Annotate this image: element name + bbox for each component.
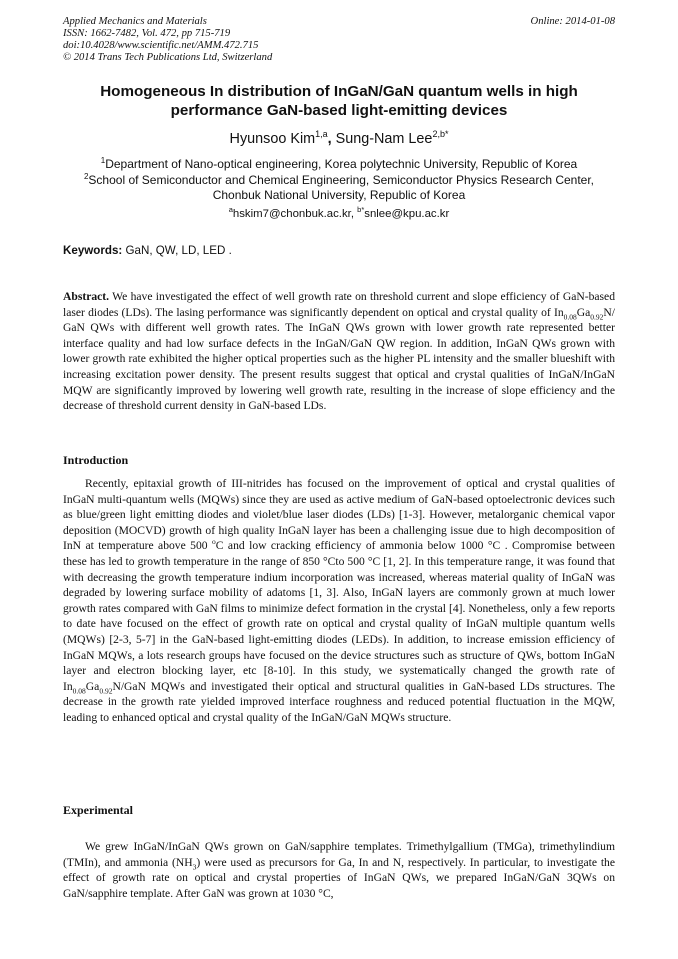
keywords-text: GaN, QW, LD, LED . bbox=[122, 244, 232, 257]
introduction-paragraph bbox=[63, 476, 615, 726]
author-affil-mark: 2,b* bbox=[432, 129, 449, 139]
abstract-text: Ga bbox=[576, 305, 591, 319]
doi-line: doi:10.4028/www.scientific.net/AMM.472.715 bbox=[63, 40, 259, 51]
author-name: Sung-Nam Lee bbox=[335, 131, 433, 147]
body-text: Recently, epitaxial growth of III-nitrides has focused on the improvement of optical and crystal qualities of InGaN multi-quantum wells (MQWs) since they are used as active medium of GaN-based optoelectronic devices such as blue/green light emitting diodes and violet/blue laser diodes (LDs) [1-3]. However, metalorganic chemical vapor deposition (MOCVD) growth of high quality InGaN layer has been a challenging issue due to high decomposition of InN at temperature above 500 bbox=[63, 477, 615, 553]
subscript: 0.92 bbox=[99, 686, 113, 696]
body-text: ) were used as precursors for Ga, In and N, respectively. In particular, to investigate the effect of growth rate on optical and crystal properties of InGaN QWs, we prepared InGaN/GaN 3QWs on GaN/sapphire template. After GaN was grown at 1030 °C, bbox=[63, 855, 616, 900]
affiliation-2-cont: Chonbuk National University, Republic of Korea bbox=[212, 188, 466, 202]
superscript: o bbox=[212, 537, 216, 547]
body-text: C and low cracking efficiency of ammonia below 1000 °C . Compromise between these has led to growth temperature in the range of 850 °Cto 500 °C [1, 2]. In this temperature range, it was found that with decreasing the growth temperature indium incorporation was increased, whereas material quality of InGaN was degraded by lowering surface mobility of adatoms [1, 3]. Also, InGaN layers are commonly grown at much lower growth rates compared with GaN films to minimize defect formation in the crystal [4]. Nonetheless, only a few reports to date have focused on the effect of growth rate on optical and crystal quality of InGaN multiple quantum wells (MQWs) [2-3, 5-7] in the GaN-based light-emitting diodes (LEDs). In addition, to increase emission efficiency of InGaN MQWs, a lots research groups have focused on the device structures such as structure of QWs, bottom InGaN layer and electron blocking layer, etc [8-10]. In this study, we systematically changed the growth rate of In bbox=[63, 539, 615, 693]
affiliations bbox=[63, 157, 615, 204]
email-link[interactable]: hskim7@chonbuk.ac.kr, bbox=[232, 208, 358, 220]
subscript: 0.08 bbox=[563, 311, 577, 321]
subscript: 3 bbox=[192, 861, 197, 871]
abstract-text: N/ GaN QWs with different well growth rates. The InGaN QWs grown with lower growth rate represented better interface quality and had low surface defects in the InGaN/GaN QW region. In addition, InGaN QWs grown with lower growth rate exhibited the higher optical properties such as the higher PL intensity and the smaller blueshift with increasing excitation power density. The present results suggest that optical and crystal qualities of InGaN/InGaN MQW are significantly improved by lowering well growth rate, resulting in the increase of slope efficiency and the decrease of threshold current density in GaN-based LDs. bbox=[63, 305, 615, 413]
affiliation-2 bbox=[63, 173, 615, 189]
subscript: 0.08 bbox=[72, 686, 86, 696]
affil-mark: 1 bbox=[100, 156, 106, 165]
body-text: Ga bbox=[85, 679, 100, 693]
author-separator: , bbox=[327, 131, 336, 147]
email-mark: a bbox=[228, 205, 233, 214]
email-mark: b* bbox=[357, 205, 365, 214]
body-text: N/GaN MQWs and investigated their optical and structural qualities in GaN-based LDs structures. The decrease in the growth rate yielded improved interface roughness and reduced potential fluctuation in the MQW, leading to enhanced optical and crystal quality of the InGaN/GaN MQWs structure. bbox=[63, 679, 615, 724]
issn-line: ISSN: 1662-7482, Vol. 472, pp 715-719 bbox=[63, 28, 231, 39]
section-heading-introduction: Introduction bbox=[63, 453, 129, 467]
affil-mark: 2 bbox=[83, 171, 89, 181]
affiliation-1 bbox=[63, 157, 615, 173]
paper-title: Homogeneous In distribution of InGaN/GaN quantum wells in high performance GaN-based light-emitting devices bbox=[100, 83, 578, 119]
author-name: Hyunsoo Kim bbox=[229, 131, 316, 147]
author-emails bbox=[63, 207, 615, 222]
keywords-label: Keywords: bbox=[63, 244, 123, 257]
keywords bbox=[63, 243, 615, 258]
affil-text: Department of Nano-optical engineering, Korea polytechnic University, Republic of Korea bbox=[105, 157, 578, 171]
section-heading-experimental: Experimental bbox=[63, 803, 133, 817]
author-affil-mark: 1,a bbox=[315, 129, 328, 139]
subscript: 0.92 bbox=[590, 311, 604, 321]
online-date: Online: 2014-01-08 bbox=[530, 16, 615, 27]
journal-name: Applied Mechanics and Materials bbox=[63, 16, 207, 27]
abstract-label: Abstract. bbox=[63, 290, 110, 303]
abstract-text: We have investigated the effect of well growth rate on threshold current and slope efficiency of GaN-based laser diodes (LDs). The lasing performance was significantly dependent on optical and crystal quality of In bbox=[63, 290, 615, 319]
affil-text: School of Semiconductor and Chemical Engineering, Semiconductor Physics Research Center, bbox=[88, 172, 595, 187]
email-link[interactable]: snlee@kpu.ac.kr bbox=[364, 208, 450, 220]
journal-header bbox=[63, 16, 615, 64]
body-text: We grew InGaN/InGaN QWs grown on GaN/sapphire templates. Trimethylgallium (TMGa), trimethylindium (TMIn), and ammonia (NH bbox=[63, 840, 615, 869]
abstract bbox=[63, 289, 615, 414]
author-list bbox=[63, 130, 615, 148]
copyright-line: © 2014 Trans Tech Publications Ltd, Switzerland bbox=[63, 52, 273, 63]
experimental-paragraph bbox=[63, 839, 615, 901]
